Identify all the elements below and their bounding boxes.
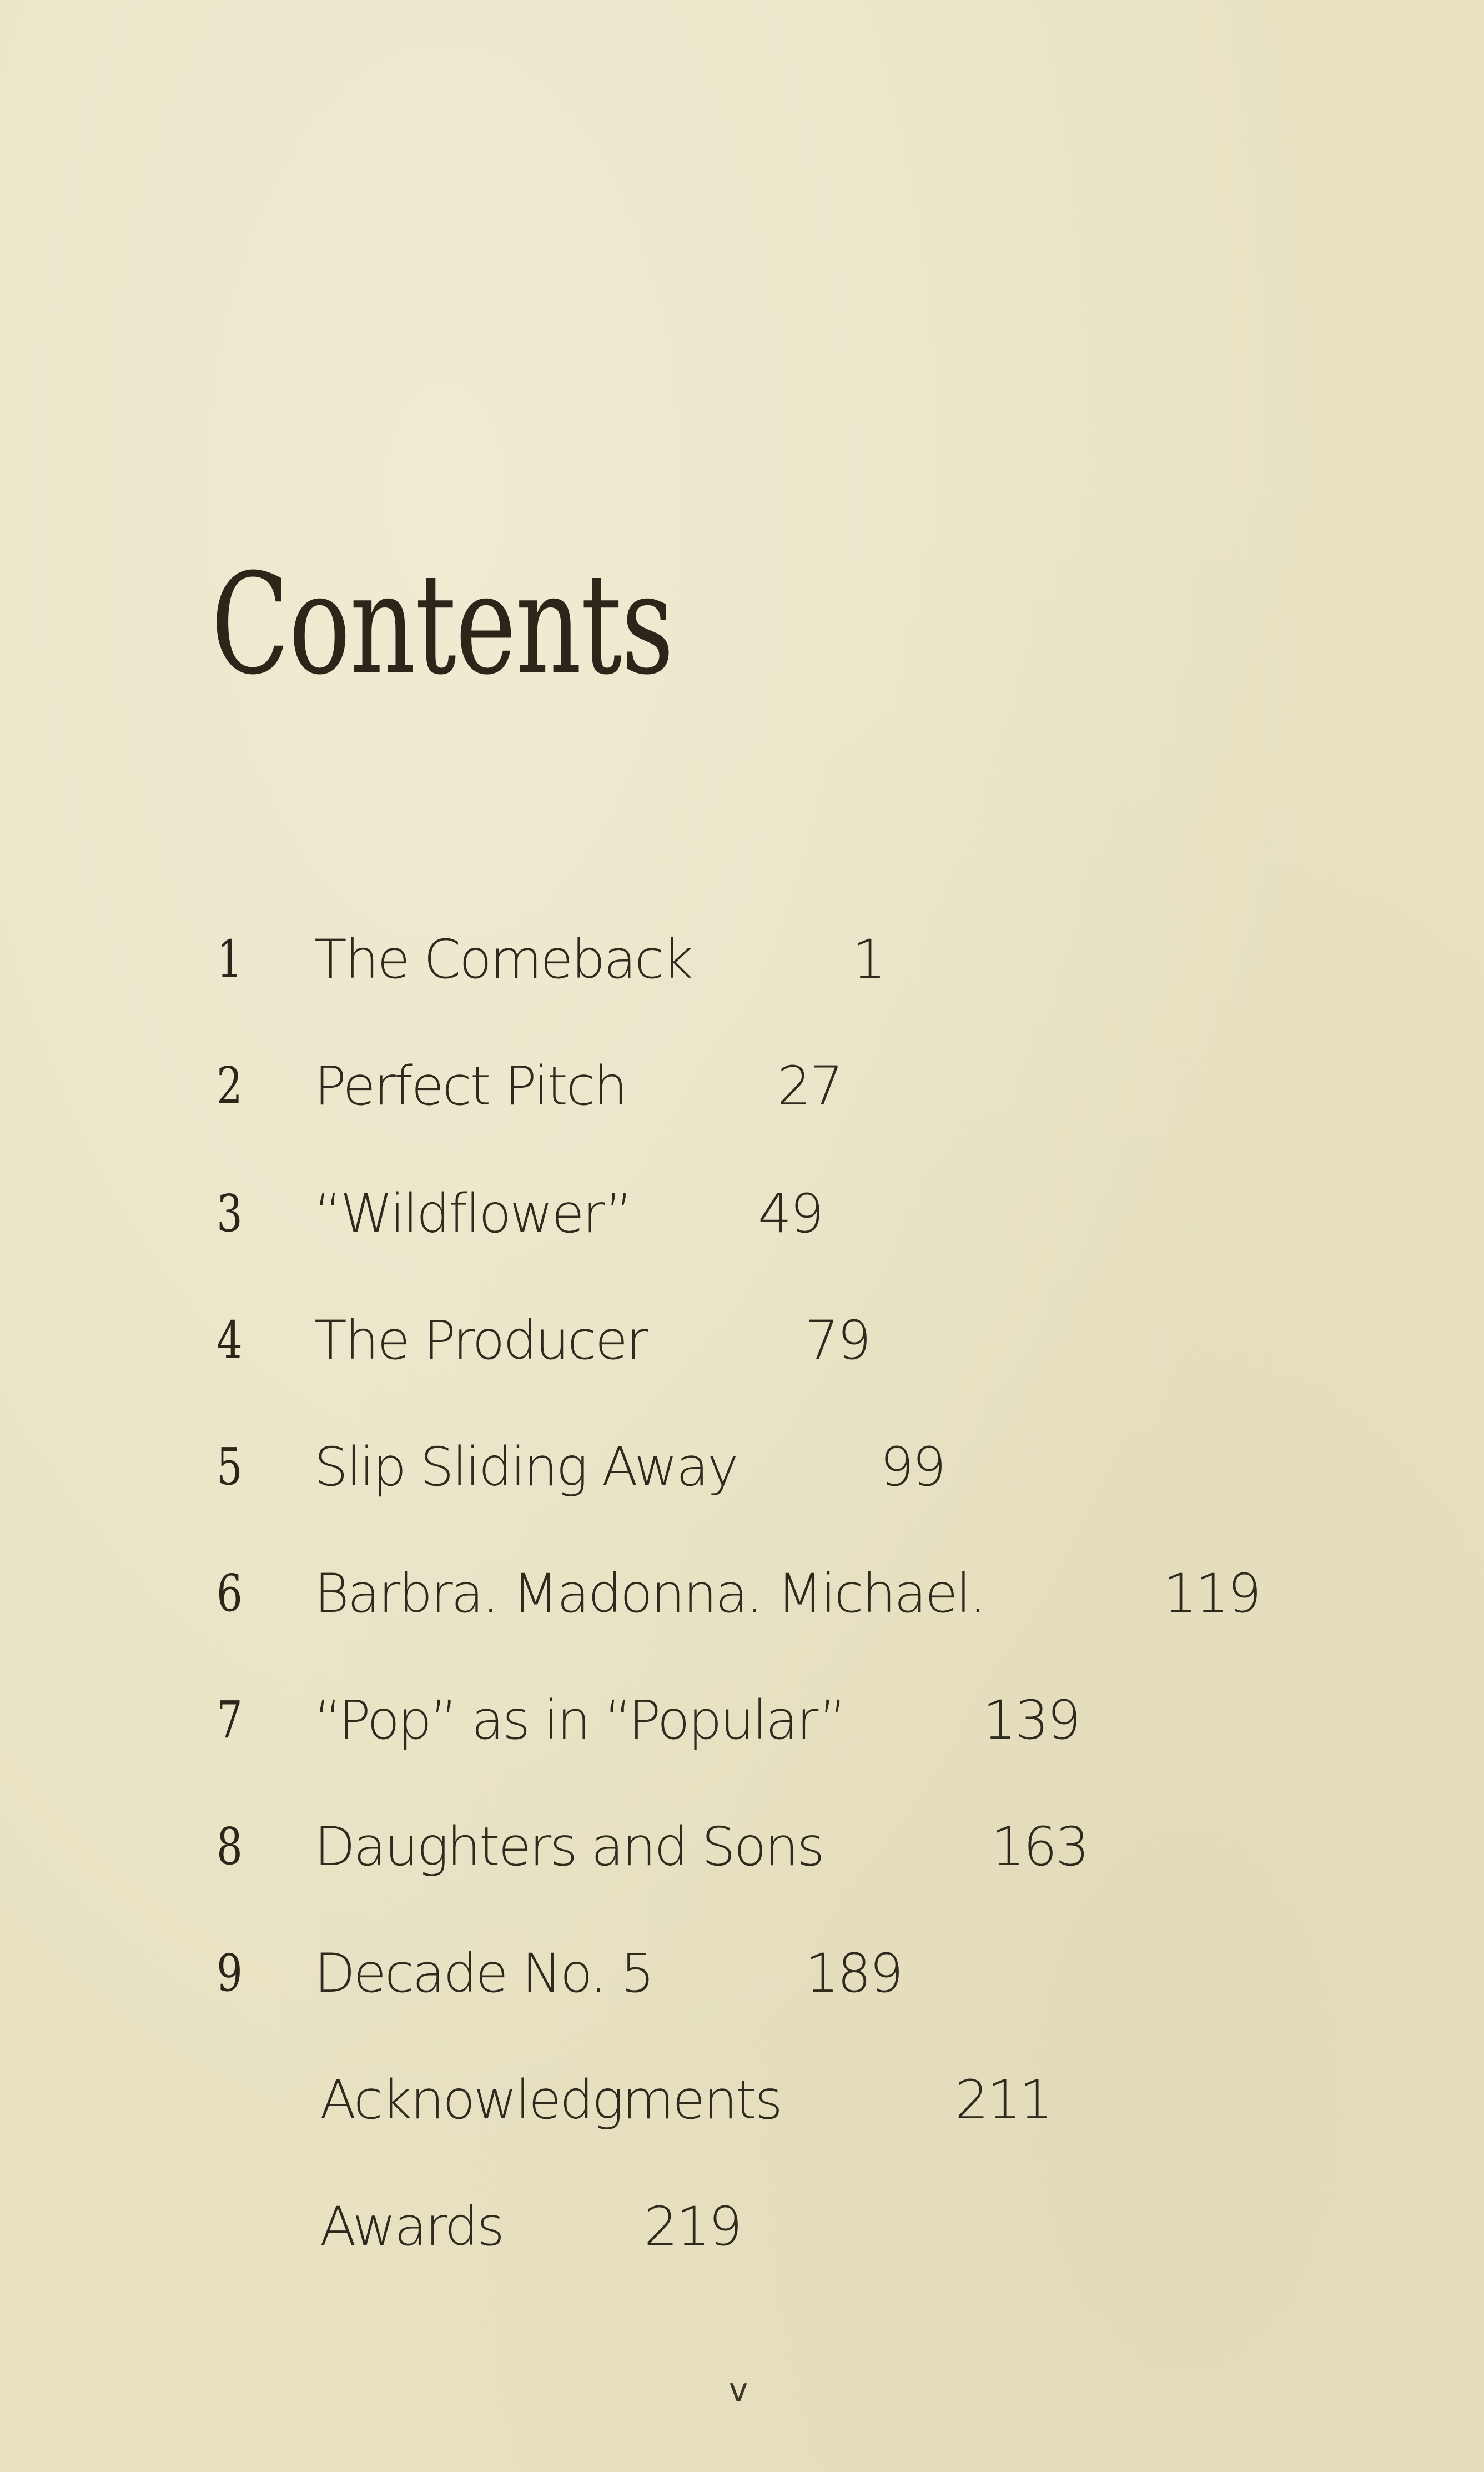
chapter-number: 6 (217, 1564, 243, 1623)
chapter-title: The Comeback (314, 928, 692, 991)
page-number: 27 (777, 1055, 842, 1117)
chapter-number: 7 (217, 1690, 243, 1750)
page-number: 189 (805, 1942, 902, 2004)
chapter-title: The Producer (314, 1309, 647, 1371)
chapter-number: 8 (217, 1817, 243, 1876)
chapter-number: 9 (217, 1943, 243, 2003)
chapter-title: Slip Sliding Away (314, 1436, 737, 1498)
chapter-number: 3 (217, 1184, 243, 1243)
page-number: 163 (991, 1816, 1088, 1878)
chapter-number: 1 (217, 929, 243, 989)
chapter-title: “Pop” as in “Popular” (314, 1689, 846, 1751)
page-number: 211 (955, 2069, 1052, 2131)
page-number: 119 (1163, 1562, 1260, 1625)
back-matter-title: Awards (320, 2195, 503, 2258)
chapter-title: Daughters and Sons (314, 1816, 823, 1878)
chapter-title: Perfect Pitch (314, 1055, 626, 1117)
page-number: 49 (758, 1183, 823, 1245)
chapter-number: 4 (217, 1310, 243, 1370)
contents-heading: Contents (211, 544, 673, 705)
page-number: 99 (880, 1436, 945, 1498)
chapter-title: Decade No. 5 (314, 1942, 653, 2004)
page-number: 219 (644, 2195, 741, 2258)
back-matter-title: Acknowledgments (320, 2069, 781, 2131)
chapter-title: “Wildflower” (314, 1183, 631, 1245)
page-number: 1 (852, 928, 885, 991)
page-number: 139 (983, 1689, 1080, 1751)
chapter-number: 2 (217, 1056, 243, 1116)
chapter-title: Barbra. Madonna. Michael. (314, 1562, 985, 1625)
page-folio: v (728, 2371, 748, 2409)
page-number: 79 (805, 1309, 870, 1371)
chapter-number: 5 (217, 1437, 243, 1496)
